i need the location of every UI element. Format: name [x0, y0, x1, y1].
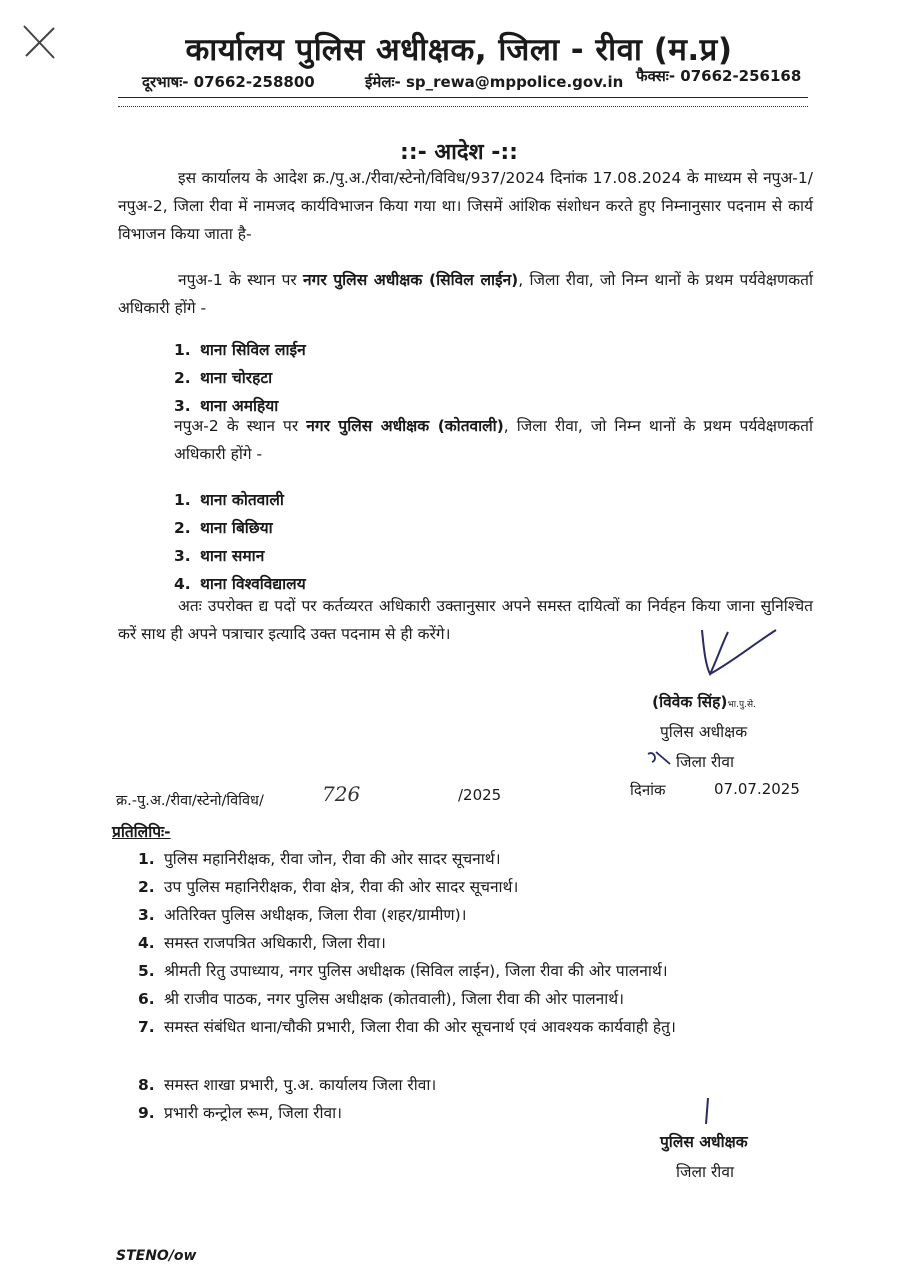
- reference-year: /2025: [458, 786, 502, 804]
- list-item: 8. समस्त शाखा प्रभारी, पु.अ. कार्यालय जिला रीवा।: [138, 1076, 437, 1094]
- handwritten-number: 726: [322, 782, 361, 806]
- order-intro: इस कार्यालय के आदेश क्र./पु.अ./रीवा/स्टेनो/विविध/937/2024 दिनांक 17.08.2024 के माध्यम से नपुअ-1/नपुअ-2, जिला रीवा में नामजद कार्यविभाजन किया गया था। जिसमें आंशिक संशोधन करते हुए निम्नानुसार पदनाम से कार्य विभाजन किया जाता है-: [118, 169, 813, 243]
- list-item: 4. थाना विश्वविद्यालय: [174, 575, 306, 593]
- list-item: 3. थाना अमहिया: [174, 397, 279, 415]
- reference-number: क्र.-पु.अ./रीवा/स्टेनो/विविध/: [116, 793, 264, 809]
- section2-paragraph-line1: नपुअ-2 के स्थान पर नगर पुलिस अधीक्षक (कोतवाली), जिला रीवा, जो निम्न थानों के प्रथम पर्यवेक्षणकर्ता अधिकारी होंगे -: [174, 417, 813, 463]
- signatory-designation: पुलिस अधीक्षक: [660, 723, 748, 741]
- signatory-district: जिला रीवा: [676, 753, 734, 771]
- section2-officer: नगर पुलिस अधीक्षक (कोतवाली): [306, 417, 504, 435]
- signatory-name: (विवेक सिंह)भा.पु.से.: [652, 693, 756, 711]
- section1-pre: नपुअ-1 के स्थान पर: [178, 271, 303, 289]
- section1-post: , जिला रीवा, जो निम्न थानों के प्रथम पर्यवेक्षणकर्ता अधिकारी होंगे -: [118, 271, 813, 317]
- list-item: 5. श्रीमती रितु उपाध्याय, नगर पुलिस अधीक्षक (सिविल लाईन), जिला रीवा की ओर पालनार्थ।: [138, 962, 668, 980]
- list-item: 1. पुलिस महानिरीक्षक, रीवा जोन, रीवा की ओर सादर सूचनार्थ।: [138, 850, 501, 868]
- list-item: 2. थाना बिछिया: [174, 519, 273, 537]
- signatory2-designation: पुलिस अधीक्षक: [660, 1133, 748, 1151]
- order-heading: ::- आदेश -::: [400, 140, 518, 165]
- list-item: 2. उप पुलिस महानिरीक्षक, रीवा क्षेत्र, रीवा की ओर सादर सूचनार्थ।: [138, 878, 519, 896]
- list-item: 9. प्रभारी कन्ट्रोल रूम, जिला रीवा।: [138, 1104, 343, 1122]
- footer-code: STENO/ow: [116, 1248, 197, 1264]
- section1-officer: नगर पुलिस अधीक्षक (सिविल लाईन): [302, 271, 519, 289]
- list-item: 1. थाना कोतवाली: [174, 491, 284, 509]
- signature-scribble-icon: [672, 622, 782, 682]
- list-item: 3. अतिरिक्त पुलिस अधीक्षक, जिला रीवा (शहर/ग्रामीण)।: [138, 906, 467, 924]
- list-item: 7. समस्त संबंधित थाना/चौकी प्रभारी, जिला रीवा की ओर सूचनार्थ एवं आवश्यक कार्यवाही हेतु।: [138, 1018, 676, 1036]
- header-divider-dotted: [118, 106, 808, 107]
- list-item: 2. थाना चोरहटा: [174, 369, 273, 387]
- list-item: 1. थाना सिविल लाईन: [174, 341, 306, 359]
- initial-mark-icon: [644, 746, 674, 768]
- section1-paragraph: [118, 266, 813, 322]
- list-item: 4. समस्त राजपत्रित अधिकारी, जिला रीवा।: [138, 934, 386, 952]
- office-phone: दूरभाषः- 07662-258800: [142, 73, 315, 91]
- office-fax: फैक्सः- 07662-256168: [636, 67, 802, 85]
- office-email: ईमेलः- sp_rewa@mppolice.gov.in: [365, 73, 624, 91]
- list-item: 3. थाना समान: [174, 547, 265, 565]
- date-label: दिनांक: [630, 781, 666, 799]
- order-date: 07.07.2025: [714, 780, 800, 798]
- list-item: 6. श्री राजीव पाठक, नगर पुलिस अधीक्षक (कोतवाली), जिला रीवा की ओर पालनार्थ।: [138, 990, 625, 1008]
- header-divider: [118, 97, 808, 98]
- office-title: कार्यालय पुलिस अधीक्षक, जिला - रीवा (म.प्र): [185, 32, 733, 68]
- signatory2-district: जिला रीवा: [676, 1163, 734, 1181]
- copy-heading: प्रतिलिपिः-: [112, 823, 171, 841]
- closing-paragraph: अतः उपरोक्त द्य पदों पर कर्तव्यरत अधिकारी उक्तानुसार अपने समस्त दायित्वों का निर्वहन किया जाना सुनिश्चित करें साथ ही अपने पत्राचार इत्यादि उक्त पदनाम से ही करेंगे।: [118, 597, 813, 643]
- signature-stroke-icon: [700, 1096, 714, 1126]
